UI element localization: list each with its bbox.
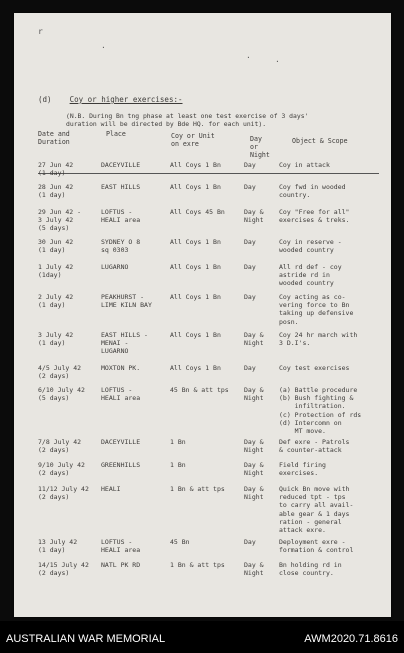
cell-coy: All Coys 1 Bn <box>170 293 221 301</box>
cell-object: Def exre - Patrols & counter-attack <box>279 438 350 455</box>
cell-date: 2 July 42 (1 day) <box>38 293 74 310</box>
cell-time: Day & Night <box>244 461 264 478</box>
cell-time: Day & Night <box>244 485 264 502</box>
cell-time: Day & Night <box>244 561 264 578</box>
cell-date: 9/10 July 42 (2 days) <box>38 461 85 478</box>
cell-place: LOFTUS - HEALI area <box>101 208 141 225</box>
section-heading <box>38 95 183 104</box>
cell-object: Deployment exre - formation & control <box>279 538 354 555</box>
cell-date: 4/5 July 42 (2 days) <box>38 364 82 381</box>
cell-time: Day & Night <box>244 331 264 348</box>
cell-object: Coy in attack <box>279 161 330 169</box>
cell-coy: All Coys 1 Bn <box>170 263 221 271</box>
cell-coy: All Coys 1 Bn <box>170 331 221 339</box>
cell-date: 1 July 42 (1day) <box>38 263 74 280</box>
cell-coy: 1 Bn <box>170 461 186 469</box>
cell-date: 11/12 July 42 (2 days) <box>38 485 89 502</box>
cell-object: Coy 24 hr march with 3 D.I's. <box>279 331 358 348</box>
cell-place: PEAKHURST - LIME KILN BAY <box>101 293 152 310</box>
cell-object: Coy in reserve - wooded country <box>279 238 342 255</box>
cell-coy: All Coys 45 Bn <box>170 208 225 216</box>
cell-coy: 1 Bn & att tps <box>170 485 225 493</box>
cell-time: Day <box>244 263 256 271</box>
cell-coy: All Coys 1 Bn <box>170 238 221 246</box>
footer-institution: AUSTRALIAN WAR MEMORIAL <box>6 633 166 645</box>
cell-coy: All Coys 1 Bn <box>170 161 221 169</box>
section-label: (d) <box>38 95 52 104</box>
cell-coy: 1 Bn & att tps <box>170 561 225 569</box>
cell-date: 14/15 July 42 (2 days) <box>38 561 89 578</box>
cell-coy: All Coys 1 Bn <box>170 183 221 191</box>
cell-place: NATL PK RD <box>101 561 141 569</box>
section-note <box>66 112 308 128</box>
cell-date: 3 July 42 (1 day) <box>38 331 74 348</box>
dot-mark: · <box>275 57 280 66</box>
note-line: duration will be directed by Bde HQ. for each unit). <box>66 120 267 129</box>
cell-date: 7/8 July 42 (2 days) <box>38 438 82 455</box>
cell-coy: 1 Bn <box>170 438 186 446</box>
cell-time: Day <box>244 161 256 169</box>
cell-place: EAST HILLS - MENAI - LUGARNO <box>101 331 148 356</box>
dot-mark: . <box>101 41 106 50</box>
cell-place: LOFTUS - HEALI area <box>101 538 141 555</box>
col-header-time: Day or Night <box>250 135 270 159</box>
cell-object: Coy "Free for all" exercises & treks. <box>279 208 350 225</box>
cell-time: Day <box>244 238 256 246</box>
cell-object: Coy test exercises <box>279 364 350 372</box>
cell-date: 13 July 42 (1 day) <box>38 538 78 555</box>
cell-object: Field firing exercises. <box>279 461 326 478</box>
cell-date: 28 Jun 42 (1 day) <box>38 183 74 200</box>
note-line: (N.B. During Bn tng phase at least one test exercise of 3 days' <box>66 112 309 120</box>
cell-coy: 45 Bn <box>170 538 190 546</box>
cell-time: Day <box>244 364 256 372</box>
cell-place: EAST HILLS <box>101 183 141 191</box>
cell-time: Day & Night <box>244 208 264 225</box>
cell-place: LOFTUS - HEALI area <box>101 386 141 403</box>
corner-mark: r <box>38 27 43 36</box>
cell-object: (a) Battle procedure (b) Bush fighting & infiltration. (c) Protection of rds (d) Intercomn on MT move. <box>279 386 362 436</box>
document-page <box>14 13 391 617</box>
cell-date: 27 Jun 42 (1 day) <box>38 161 74 178</box>
dot-mark: · <box>246 53 251 62</box>
cell-place: SYDNEY O 8 sq 0303 <box>101 238 141 255</box>
cell-object: Quick Bn move with reduced tpt - tps to carry all avail- able gear & 1 days ration - general attack exre. <box>279 485 354 535</box>
cell-time: Day <box>244 293 256 301</box>
cell-coy: 45 Bn & att tps <box>170 386 229 394</box>
cell-time: Day & Night <box>244 386 264 403</box>
col-header-coy: Coy or Unit on exre <box>171 132 215 148</box>
cell-place: HEALI <box>101 485 121 493</box>
archive-footer <box>0 621 404 653</box>
cell-place: DACEYVILLE <box>101 438 141 446</box>
section-title: Coy or higher exercises:- <box>69 95 183 104</box>
cell-object: All rd def - coy astride rd in wooded country <box>279 263 342 288</box>
footer-accession-number: AWM2020.71.8616 <box>304 633 398 645</box>
cell-time: Day <box>244 538 256 546</box>
cell-time: Day & Night <box>244 438 264 455</box>
cell-object: Bn holding rd in close country. <box>279 561 342 578</box>
cell-time: Day <box>244 183 256 191</box>
cell-place: LUGARNO <box>101 263 129 271</box>
cell-object: Coy fwd in wooded country. <box>279 183 346 200</box>
cell-place: DACEYVILLE <box>101 161 141 169</box>
col-header-date: Date and Duration <box>38 130 70 146</box>
cell-object: Coy acting as co- vering force to Bn taking up defensive posn. <box>279 293 354 326</box>
col-header-object: Object & Scope <box>292 137 348 145</box>
cell-date: 30 Jun 42 (1 day) <box>38 238 74 255</box>
header-rule <box>38 173 379 174</box>
cell-place: GREENHILLS <box>101 461 141 469</box>
cell-date: 6/10 July 42 (5 days) <box>38 386 85 403</box>
cell-coy: All Coys 1 Bn <box>170 364 221 372</box>
cell-date: 29 Jun 42 - 3 July 42 (5 days) <box>38 208 82 233</box>
cell-place: MOXTON PK. <box>101 364 141 372</box>
col-header-place: Place <box>106 130 126 138</box>
